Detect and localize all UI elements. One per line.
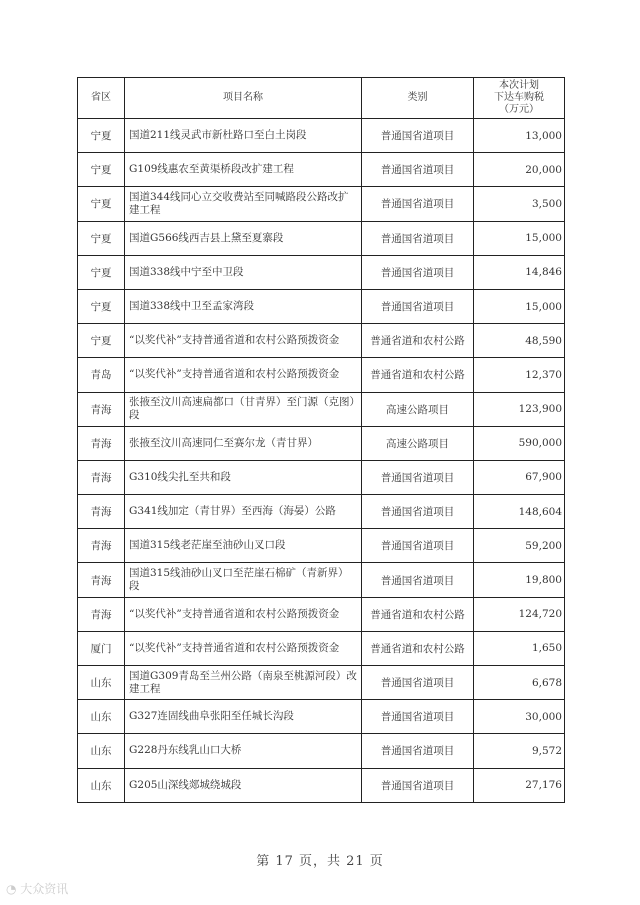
category-cell: 普通国省道项目 [362,666,474,700]
table-row [78,768,565,802]
project-name-cell: “以奖代补”支持普通省道和农村公路预拨资金 [125,358,362,392]
project-name-cell: 张掖至汶川高速同仁至赛尔龙（青甘界） [125,426,362,460]
table-row [78,495,565,529]
amount-cell: 15,000 [474,289,565,323]
category-cell: 普通国省道项目 [362,187,474,221]
province-cell: 青海 [78,597,125,631]
project-name-cell: 国道211线灵武市新杜路口至白土岗段 [125,119,362,153]
table-row [78,563,565,597]
table-row [78,153,565,187]
province-cell: 宁夏 [78,255,125,289]
category-cell: 普通省道和农村公路 [362,597,474,631]
project-name-cell: G205山深线郯城绕城段 [125,768,362,802]
province-cell: 青海 [78,495,125,529]
province-cell: 宁夏 [78,119,125,153]
project-name-cell: 国道G309青岛至兰州公路（南泉至桃源河段）改建工程 [125,666,362,700]
category-cell: 普通国省道项目 [362,700,474,734]
header-amount: 本次计划 下达车购税 （万元） [474,78,565,119]
project-name-cell: “以奖代补”支持普通省道和农村公路预拨资金 [125,631,362,665]
table-row [78,289,565,323]
table-row [78,460,565,494]
project-name-cell: 国道338线中宁至中卫段 [125,255,362,289]
category-cell: 普通国省道项目 [362,495,474,529]
amount-cell: 148,604 [474,495,565,529]
table-row [78,666,565,700]
header-project-name: 项目名称 [125,78,362,119]
amount-cell: 3,500 [474,187,565,221]
category-cell: 普通国省道项目 [362,734,474,768]
amount-cell: 67,900 [474,460,565,494]
table-row [78,221,565,255]
table-header-row [78,78,565,119]
table-row [78,734,565,768]
page-number: 第 17 页，共 21 页 [256,854,384,869]
province-cell: 青岛 [78,358,125,392]
amount-cell: 59,200 [474,529,565,563]
table-row [78,597,565,631]
amount-cell: 15,000 [474,221,565,255]
amount-cell: 124,720 [474,597,565,631]
province-cell: 宁夏 [78,324,125,358]
project-name-cell: G341线加定（青甘界）至西海（海晏）公路 [125,495,362,529]
category-cell: 高速公路项目 [362,392,474,426]
province-cell: 宁夏 [78,187,125,221]
amount-cell: 6,678 [474,666,565,700]
province-cell: 山东 [78,734,125,768]
project-name-cell: G228丹东线乳山口大桥 [125,734,362,768]
province-cell: 宁夏 [78,289,125,323]
amount-cell: 12,370 [474,358,565,392]
province-cell: 厦门 [78,631,125,665]
table-row [78,187,565,221]
province-cell: 宁夏 [78,153,125,187]
table-row [78,700,565,734]
province-cell: 山东 [78,666,125,700]
province-cell: 山东 [78,768,125,802]
amount-cell: 590,000 [474,426,565,460]
category-cell: 普通国省道项目 [362,289,474,323]
project-name-cell: G109线惠农至黄渠桥段改扩建工程 [125,153,362,187]
category-cell: 普通省道和农村公路 [362,631,474,665]
category-cell: 普通省道和农村公路 [362,358,474,392]
category-cell: 普通国省道项目 [362,563,474,597]
amount-cell: 123,900 [474,392,565,426]
project-name-cell: G310线尖扎至共和段 [125,460,362,494]
amount-cell: 13,000 [474,119,565,153]
project-name-cell: “以奖代补”支持普通省道和农村公路预拨资金 [125,597,362,631]
category-cell: 高速公路项目 [362,426,474,460]
amount-cell: 1,650 [474,631,565,665]
project-name-cell: 国道315线老茫崖至油砂山叉口段 [125,529,362,563]
table-row [78,255,565,289]
province-cell: 青海 [78,392,125,426]
project-name-cell: G327连固线曲阜张阳至任城长沟段 [125,700,362,734]
amount-cell: 19,800 [474,563,565,597]
amount-cell: 48,590 [474,324,565,358]
table-row [78,119,565,153]
table-row [78,358,565,392]
category-cell: 普通国省道项目 [362,119,474,153]
amount-cell: 14,846 [474,255,565,289]
province-cell: 宁夏 [78,221,125,255]
amount-cell: 27,176 [474,768,565,802]
table-row [78,631,565,665]
province-cell: 青海 [78,563,125,597]
category-cell: 普通国省道项目 [362,529,474,563]
category-cell: 普通国省道项目 [362,255,474,289]
header-province: 省区 [78,78,125,119]
amount-cell: 9,572 [474,734,565,768]
table-row [78,392,565,426]
header-category: 类别 [362,78,474,119]
project-name-cell: 国道338线中卫至孟家湾段 [125,289,362,323]
tax-allocation-table [77,77,565,803]
province-cell: 青海 [78,426,125,460]
category-cell: 普通国省道项目 [362,768,474,802]
table-row [78,324,565,358]
amount-cell: 30,000 [474,700,565,734]
project-name-cell: 国道G566线西吉县上黛至夏寨段 [125,221,362,255]
project-name-cell: 国道344线同心立交收费站至同喊路段公路改扩建工程 [125,187,362,221]
province-cell: 青海 [78,460,125,494]
category-cell: 普通国省道项目 [362,460,474,494]
category-cell: 普通省道和农村公路 [362,324,474,358]
province-cell: 青海 [78,529,125,563]
category-cell: 普通国省道项目 [362,221,474,255]
amount-cell: 20,000 [474,153,565,187]
table-row [78,529,565,563]
project-name-cell: “以奖代补”支持普通省道和农村公路预拨资金 [125,324,362,358]
category-cell: 普通国省道项目 [362,153,474,187]
watermark-logo: ◔ 大众资讯 [6,882,69,896]
province-cell: 山东 [78,700,125,734]
project-name-cell: 张掖至汶川高速扁都口（甘青界）至门源（克图）段 [125,392,362,426]
table-row [78,426,565,460]
project-name-cell: 国道315线油砂山叉口至茫崖石棉矿（青新界）段 [125,563,362,597]
